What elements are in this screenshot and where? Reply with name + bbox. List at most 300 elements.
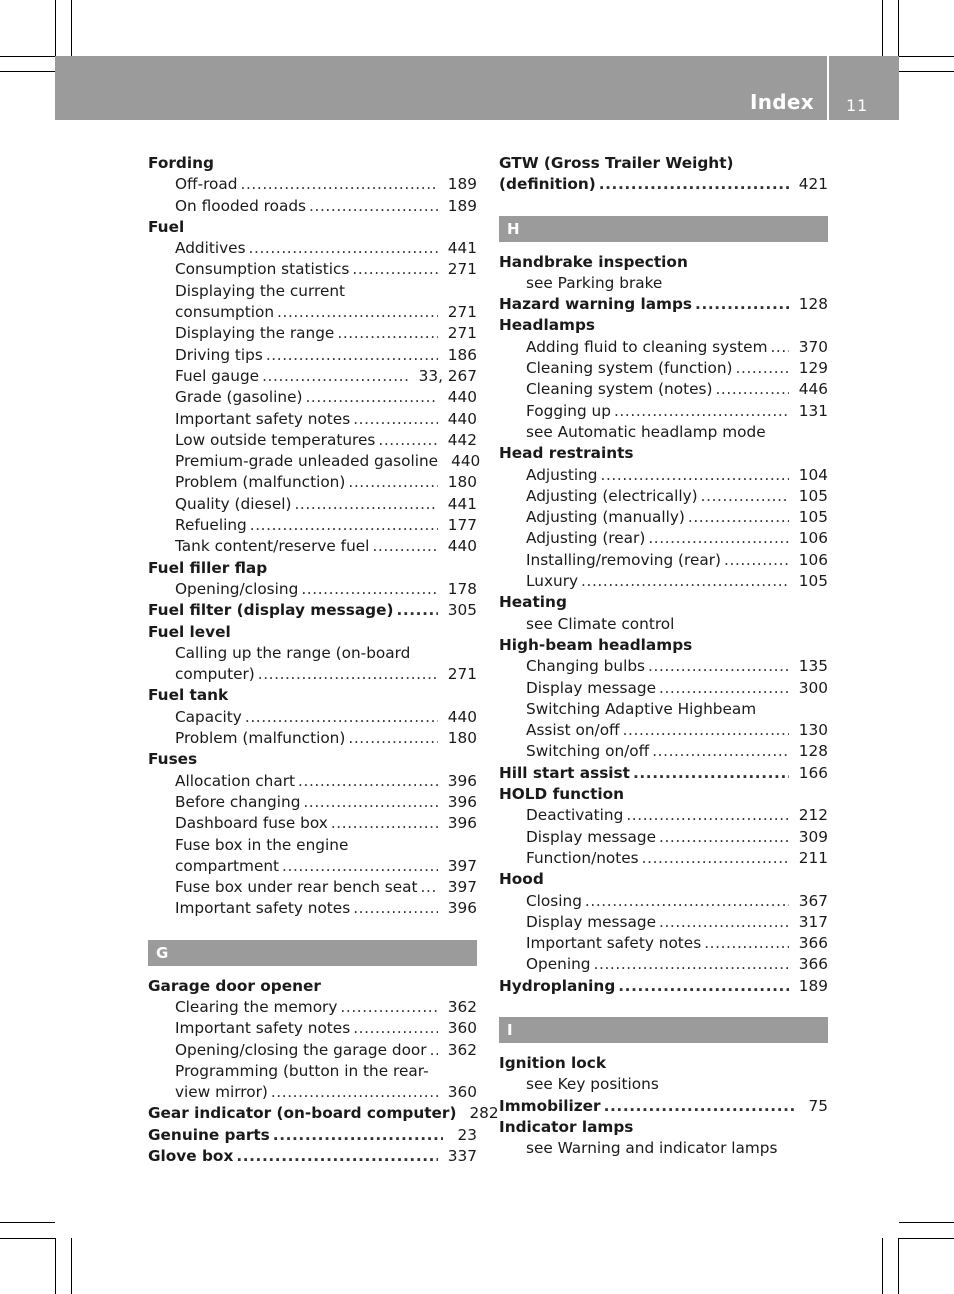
index-entry[interactable]	[499, 550, 828, 571]
dot-leader	[378, 430, 437, 451]
index-entry[interactable]	[499, 1138, 828, 1159]
dot-leader	[688, 507, 789, 528]
page-ref[interactable]: 212	[798, 806, 828, 825]
entry-row	[175, 1018, 477, 1039]
index-entry[interactable]	[148, 898, 477, 919]
index-entry[interactable]	[499, 699, 828, 720]
entry-row	[499, 1096, 828, 1117]
dot-leader	[273, 1125, 443, 1146]
entry-text: Fuel gauge	[175, 366, 260, 385]
entry-row	[175, 707, 477, 728]
entry-heading: Gear indicator (on-board computer)	[148, 1104, 457, 1123]
page-ref[interactable]: 105	[798, 508, 828, 527]
index-entry[interactable]	[148, 217, 477, 238]
index-entry[interactable]	[148, 1146, 477, 1167]
page-ref[interactable]: 105	[798, 486, 828, 505]
page-ref[interactable]: 366	[798, 955, 828, 974]
entry-text: Important safety notes	[175, 1019, 351, 1038]
index-entry[interactable]	[148, 997, 477, 1018]
index-entry[interactable]	[148, 1125, 477, 1146]
index-entry[interactable]	[499, 443, 828, 464]
entry-row	[175, 792, 477, 813]
page-ref[interactable]: 128	[798, 742, 828, 761]
index-entry[interactable]	[499, 528, 828, 549]
page-ref[interactable]: 440	[447, 409, 477, 428]
index-entry[interactable]	[499, 422, 828, 443]
index-entry[interactable]	[148, 622, 477, 643]
entry-text: see Climate control	[526, 614, 675, 633]
index-entry[interactable]	[499, 784, 828, 805]
dot-leader	[659, 912, 789, 933]
index-entry[interactable]	[499, 153, 828, 174]
page-ref[interactable]: 104	[798, 465, 828, 484]
entry-text: Adding fluid to cleaning system	[526, 337, 768, 356]
index-entry[interactable]	[499, 827, 828, 848]
dot-leader	[348, 728, 437, 749]
index-entry[interactable]	[148, 1082, 477, 1103]
entry-row	[175, 430, 477, 451]
section-spacer	[499, 242, 828, 252]
entry-text: Opening	[526, 955, 591, 974]
crop-mark	[55, 1238, 56, 1294]
page-ref[interactable]: 177	[447, 516, 477, 535]
index-entry[interactable]	[148, 728, 477, 749]
index-entry[interactable]	[499, 465, 828, 486]
index-entry[interactable]	[148, 174, 477, 195]
page-ref[interactable]: 271	[447, 324, 477, 343]
entry-row	[148, 600, 477, 621]
index-entry[interactable]	[499, 337, 828, 358]
page-ref[interactable]: 129	[798, 359, 828, 378]
index-entry[interactable]	[148, 877, 477, 898]
index-entry[interactable]	[499, 294, 828, 315]
index-entry[interactable]	[499, 273, 828, 294]
page-ref[interactable]: 441	[447, 239, 477, 258]
dot-leader	[618, 976, 789, 997]
entry-row	[175, 345, 477, 366]
index-entry[interactable]	[499, 174, 828, 195]
entry-row	[175, 997, 477, 1018]
page-ref[interactable]: 75	[808, 1096, 828, 1115]
page-ref[interactable]: 360	[447, 1083, 477, 1102]
entry-heading: Ignition lock	[499, 1053, 607, 1072]
entry-text: view mirror)	[175, 1083, 268, 1102]
page-ref[interactable]: 211	[798, 848, 828, 867]
index-entry[interactable]	[499, 358, 828, 379]
index-entry[interactable]	[499, 954, 828, 975]
page-ref[interactable]: 33, 267	[418, 366, 477, 385]
index-entry[interactable]	[148, 600, 477, 621]
dot-leader	[715, 379, 788, 400]
page-ref[interactable]: 135	[798, 657, 828, 676]
page-ref[interactable]: 131	[798, 401, 828, 420]
index-entry[interactable]	[499, 976, 828, 997]
entry-text: Switching on/off	[526, 742, 650, 761]
index-entry[interactable]	[148, 302, 477, 323]
crop-mark	[899, 1238, 954, 1239]
entry-text: Driving tips	[175, 345, 263, 364]
page-ref[interactable]: 397	[447, 878, 477, 897]
index-entry[interactable]	[148, 1018, 477, 1039]
crop-mark	[71, 0, 72, 56]
entry-row	[499, 294, 828, 315]
index-entry[interactable]	[499, 1074, 828, 1095]
entry-row	[175, 494, 477, 515]
page-ref[interactable]: 446	[798, 380, 828, 399]
page-ref[interactable]: 442	[447, 430, 477, 449]
crop-mark	[898, 1238, 899, 1294]
page-ref[interactable]: 317	[798, 912, 828, 931]
index-entry[interactable]	[148, 366, 477, 387]
page-ref[interactable]: 130	[798, 721, 828, 740]
entry-row	[175, 515, 477, 536]
index-entry[interactable]	[499, 741, 828, 762]
entry-text: Quality (diesel)	[175, 494, 292, 513]
entry-row	[526, 465, 828, 486]
entry-row	[526, 805, 828, 826]
index-entry[interactable]	[148, 643, 477, 664]
dot-leader	[250, 515, 438, 536]
entry-heading: Indicator lamps	[499, 1117, 634, 1136]
index-entry[interactable]	[148, 536, 477, 557]
crop-mark	[882, 0, 883, 56]
index-entry[interactable]	[148, 685, 477, 706]
page-ref[interactable]: 441	[447, 494, 477, 513]
page-ref[interactable]: 166	[798, 763, 828, 782]
crop-mark	[0, 56, 55, 57]
page-ref[interactable]: 362	[447, 997, 477, 1016]
entry-text: Refueling	[175, 516, 247, 535]
dot-leader	[396, 600, 437, 621]
index-entry[interactable]	[148, 430, 477, 451]
dot-leader	[294, 494, 437, 515]
page-ref[interactable]: 421	[798, 175, 828, 194]
page-ref[interactable]: 366	[798, 934, 828, 953]
entry-text: Important safety notes	[175, 899, 351, 918]
index-entry[interactable]	[499, 507, 828, 528]
index-entry[interactable]	[148, 494, 477, 515]
index-entry[interactable]	[499, 315, 828, 336]
entry-heading: Heating	[499, 593, 567, 612]
page-ref[interactable]: 282	[469, 1104, 499, 1123]
page-ref[interactable]: 271	[447, 665, 477, 684]
index-entry[interactable]	[148, 515, 477, 536]
page-ref[interactable]: 189	[447, 196, 477, 215]
dot-leader	[353, 1018, 438, 1039]
page-ref[interactable]: 106	[798, 529, 828, 548]
entry-row	[526, 954, 828, 975]
entry-row	[526, 486, 828, 507]
dot-leader	[642, 848, 789, 869]
entry-heading: Fuses	[148, 750, 198, 769]
entry-row	[526, 848, 828, 869]
index-entry[interactable]	[499, 1053, 828, 1074]
entry-text: Adjusting (rear)	[526, 529, 646, 548]
index-entry[interactable]	[499, 805, 828, 826]
dot-leader	[600, 465, 788, 486]
page-ref[interactable]: 396	[447, 792, 477, 811]
entry-row	[175, 451, 481, 472]
page-title: Index	[750, 90, 814, 114]
dot-leader	[372, 536, 437, 557]
page-ref[interactable]: 367	[798, 891, 828, 910]
dot-leader	[353, 409, 438, 430]
page-ref[interactable]: 440	[447, 707, 477, 726]
index-entry[interactable]	[499, 486, 828, 507]
dot-leader	[581, 571, 789, 592]
index-entry[interactable]	[148, 451, 481, 472]
index-entry[interactable]	[148, 259, 477, 280]
page-ref[interactable]: 397	[447, 856, 477, 875]
index-entry[interactable]	[499, 891, 828, 912]
dot-leader	[305, 387, 437, 408]
page-ref[interactable]: 440	[447, 388, 477, 407]
dot-leader	[353, 898, 438, 919]
entry-text: Clearing the memory	[175, 997, 338, 1016]
index-entry[interactable]	[148, 1103, 499, 1124]
entry-text: Display message	[526, 678, 656, 697]
page-ref[interactable]: 370	[798, 337, 828, 356]
entry-text: Problem (malfunction)	[175, 473, 346, 492]
entry-text: Premium-grade unleaded gasoline	[175, 452, 439, 471]
dot-leader	[241, 174, 438, 195]
index-entry[interactable]	[499, 869, 828, 890]
dot-leader	[337, 323, 437, 344]
entry-row	[175, 1040, 477, 1061]
page-ref[interactable]: 23	[457, 1125, 477, 1144]
entry-heading: Hill start assist	[499, 763, 630, 782]
index-entry[interactable]	[148, 281, 477, 302]
index-entry[interactable]	[148, 976, 477, 997]
index-entry[interactable]	[148, 771, 477, 792]
index-entry[interactable]	[499, 848, 828, 869]
index-entry[interactable]	[499, 401, 828, 422]
entry-row	[175, 238, 477, 259]
entry-text: Assist on/off	[526, 721, 620, 740]
index-entry[interactable]	[148, 472, 477, 493]
index-entry[interactable]	[499, 933, 828, 954]
index-entry[interactable]	[148, 558, 477, 579]
dot-leader	[659, 678, 789, 699]
entry-row	[148, 1125, 477, 1146]
entry-text: Allocation chart	[175, 771, 296, 790]
entry-text: Adjusting	[526, 465, 598, 484]
dot-leader	[282, 856, 438, 877]
index-entry[interactable]	[148, 792, 477, 813]
index-entry[interactable]	[499, 614, 828, 635]
entry-row	[526, 571, 828, 592]
dot-leader	[604, 1096, 794, 1117]
page-ref[interactable]: 360	[447, 1019, 477, 1038]
index-entry[interactable]	[148, 238, 477, 259]
dot-leader	[352, 259, 437, 280]
entry-row	[526, 337, 828, 358]
index-entry[interactable]	[499, 592, 828, 613]
index-entry[interactable]	[148, 1061, 477, 1082]
index-entry[interactable]	[148, 196, 477, 217]
page-ref[interactable]: 337	[447, 1147, 477, 1166]
page-ref[interactable]: 189	[447, 175, 477, 194]
index-entry[interactable]	[148, 345, 477, 366]
entry-text: Installing/removing (rear)	[526, 550, 722, 569]
entry-heading: Fuel filler flap	[148, 558, 268, 577]
letter-section-bar: I	[499, 1017, 828, 1043]
index-entry[interactable]	[148, 664, 477, 685]
page-ref[interactable]: 396	[447, 899, 477, 918]
page-ref[interactable]: 300	[798, 678, 828, 697]
section-spacer	[148, 966, 477, 976]
index-entry[interactable]	[499, 656, 828, 677]
entry-heading: Headlamps	[499, 316, 596, 335]
entry-row	[175, 1082, 477, 1103]
index-entry[interactable]	[148, 323, 477, 344]
entry-text: Before changing	[175, 792, 301, 811]
page-ref[interactable]: 180	[447, 729, 477, 748]
page-ref[interactable]: 106	[798, 550, 828, 569]
page-ref[interactable]: 180	[447, 473, 477, 492]
dot-leader	[348, 472, 437, 493]
page-ref[interactable]: 396	[447, 814, 477, 833]
crop-mark	[899, 71, 954, 72]
page-ref[interactable]: 178	[447, 579, 477, 598]
entry-text: Tank content/reserve fuel	[175, 537, 370, 556]
page-ref[interactable]: 305	[447, 601, 477, 620]
entry-text: Adjusting (manually)	[526, 508, 685, 527]
dot-leader	[277, 302, 438, 323]
page-ref[interactable]: 440	[451, 452, 481, 471]
entry-text: Calling up the range (on-board	[175, 643, 411, 662]
entry-row	[526, 379, 828, 400]
section-spacer	[499, 1043, 828, 1053]
crop-mark	[55, 0, 56, 56]
entry-heading: Hood	[499, 870, 544, 889]
entry-heading: Fording	[148, 154, 214, 172]
index-entry[interactable]	[499, 571, 828, 592]
entry-row	[175, 728, 477, 749]
dot-leader	[724, 550, 789, 571]
entry-text: Additives	[175, 239, 246, 258]
dot-leader	[594, 954, 789, 975]
page-ref[interactable]: 396	[447, 771, 477, 790]
entry-heading: Immobilizer	[499, 1096, 601, 1115]
page-ref[interactable]: 271	[447, 303, 477, 322]
entry-row	[526, 891, 828, 912]
entry-row	[175, 813, 477, 834]
entry-text: Grade (gasoline)	[175, 388, 303, 407]
crop-mark	[71, 1238, 72, 1294]
entry-text: Dashboard fuse box	[175, 814, 328, 833]
dot-leader	[623, 720, 789, 741]
entry-row	[175, 877, 477, 898]
entry-row	[526, 678, 828, 699]
dot-leader	[704, 933, 789, 954]
dot-leader	[309, 196, 438, 217]
index-column-left	[148, 153, 499, 1167]
entry-row	[499, 174, 828, 195]
entry-text: see Warning and indicator lamps	[526, 1139, 778, 1158]
page-ref[interactable]: 440	[447, 537, 477, 556]
crop-mark	[898, 0, 899, 56]
entry-text: Changing bulbs	[526, 657, 646, 676]
page-ref[interactable]: 105	[798, 572, 828, 591]
dot-leader	[236, 1146, 437, 1167]
index-entry[interactable]	[499, 912, 828, 933]
index-entry[interactable]	[148, 707, 477, 728]
dot-leader	[652, 741, 789, 762]
index-entry[interactable]	[499, 1117, 828, 1138]
entry-row	[175, 664, 477, 685]
entry-text: Low outside temperatures	[175, 430, 376, 449]
entry-row	[175, 472, 477, 493]
page-ref[interactable]: 309	[798, 827, 828, 846]
index-column-right	[499, 153, 828, 1159]
index-entry[interactable]	[499, 763, 828, 784]
index-entry[interactable]	[499, 720, 828, 741]
entry-heading: Fuel tank	[148, 686, 229, 705]
index-entry[interactable]	[499, 635, 828, 656]
dot-leader	[626, 805, 788, 826]
index-entry[interactable]	[499, 252, 828, 273]
entry-row	[175, 536, 477, 557]
entry-text: Adjusting (electrically)	[526, 486, 698, 505]
index-entry[interactable]	[148, 1040, 477, 1061]
page-ref[interactable]: 186	[447, 345, 477, 364]
entry-text: see Automatic headlamp mode	[526, 422, 766, 441]
entry-text: Programming (button in the rear-	[175, 1061, 429, 1080]
entry-text: computer)	[175, 665, 255, 684]
page-ref[interactable]: 189	[798, 976, 828, 995]
entry-text: see Key positions	[526, 1075, 659, 1094]
entry-row	[175, 387, 477, 408]
letter-section-bar: G	[148, 940, 477, 966]
entry-heading: HOLD function	[499, 785, 625, 804]
page-ref[interactable]: 128	[798, 295, 828, 314]
entry-row	[526, 528, 828, 549]
crop-mark	[0, 1238, 55, 1239]
index-entry[interactable]	[148, 813, 477, 834]
page-ref[interactable]: 362	[447, 1040, 477, 1059]
index-entry[interactable]	[499, 379, 828, 400]
entry-heading: Hazard warning lamps	[499, 295, 693, 314]
entry-heading: Hydroplaning	[499, 976, 616, 995]
entry-text: Capacity	[175, 707, 242, 726]
index-entry[interactable]	[499, 1096, 828, 1117]
entry-row	[526, 933, 828, 954]
entry-text: Fogging up	[526, 401, 611, 420]
dot-leader	[331, 813, 438, 834]
index-entry[interactable]	[148, 835, 477, 856]
entry-row	[175, 409, 477, 430]
entry-row	[148, 1103, 499, 1124]
entry-row	[175, 196, 477, 217]
index-entry[interactable]	[148, 387, 477, 408]
dot-leader	[614, 401, 789, 422]
dot-leader	[262, 366, 409, 387]
entry-text: On flooded roads	[175, 196, 307, 215]
entry-heading: Garage door opener	[148, 976, 321, 995]
index-entry[interactable]	[148, 749, 477, 770]
page-ref[interactable]: 271	[447, 260, 477, 279]
index-entry[interactable]	[499, 678, 828, 699]
index-entry[interactable]	[148, 579, 477, 600]
index-entry[interactable]	[148, 409, 477, 430]
dot-leader	[301, 579, 437, 600]
index-entry[interactable]	[148, 153, 477, 174]
index-entry[interactable]	[148, 856, 477, 877]
section-spacer	[148, 920, 477, 940]
crop-mark	[0, 71, 55, 72]
dot-leader	[271, 1082, 438, 1103]
